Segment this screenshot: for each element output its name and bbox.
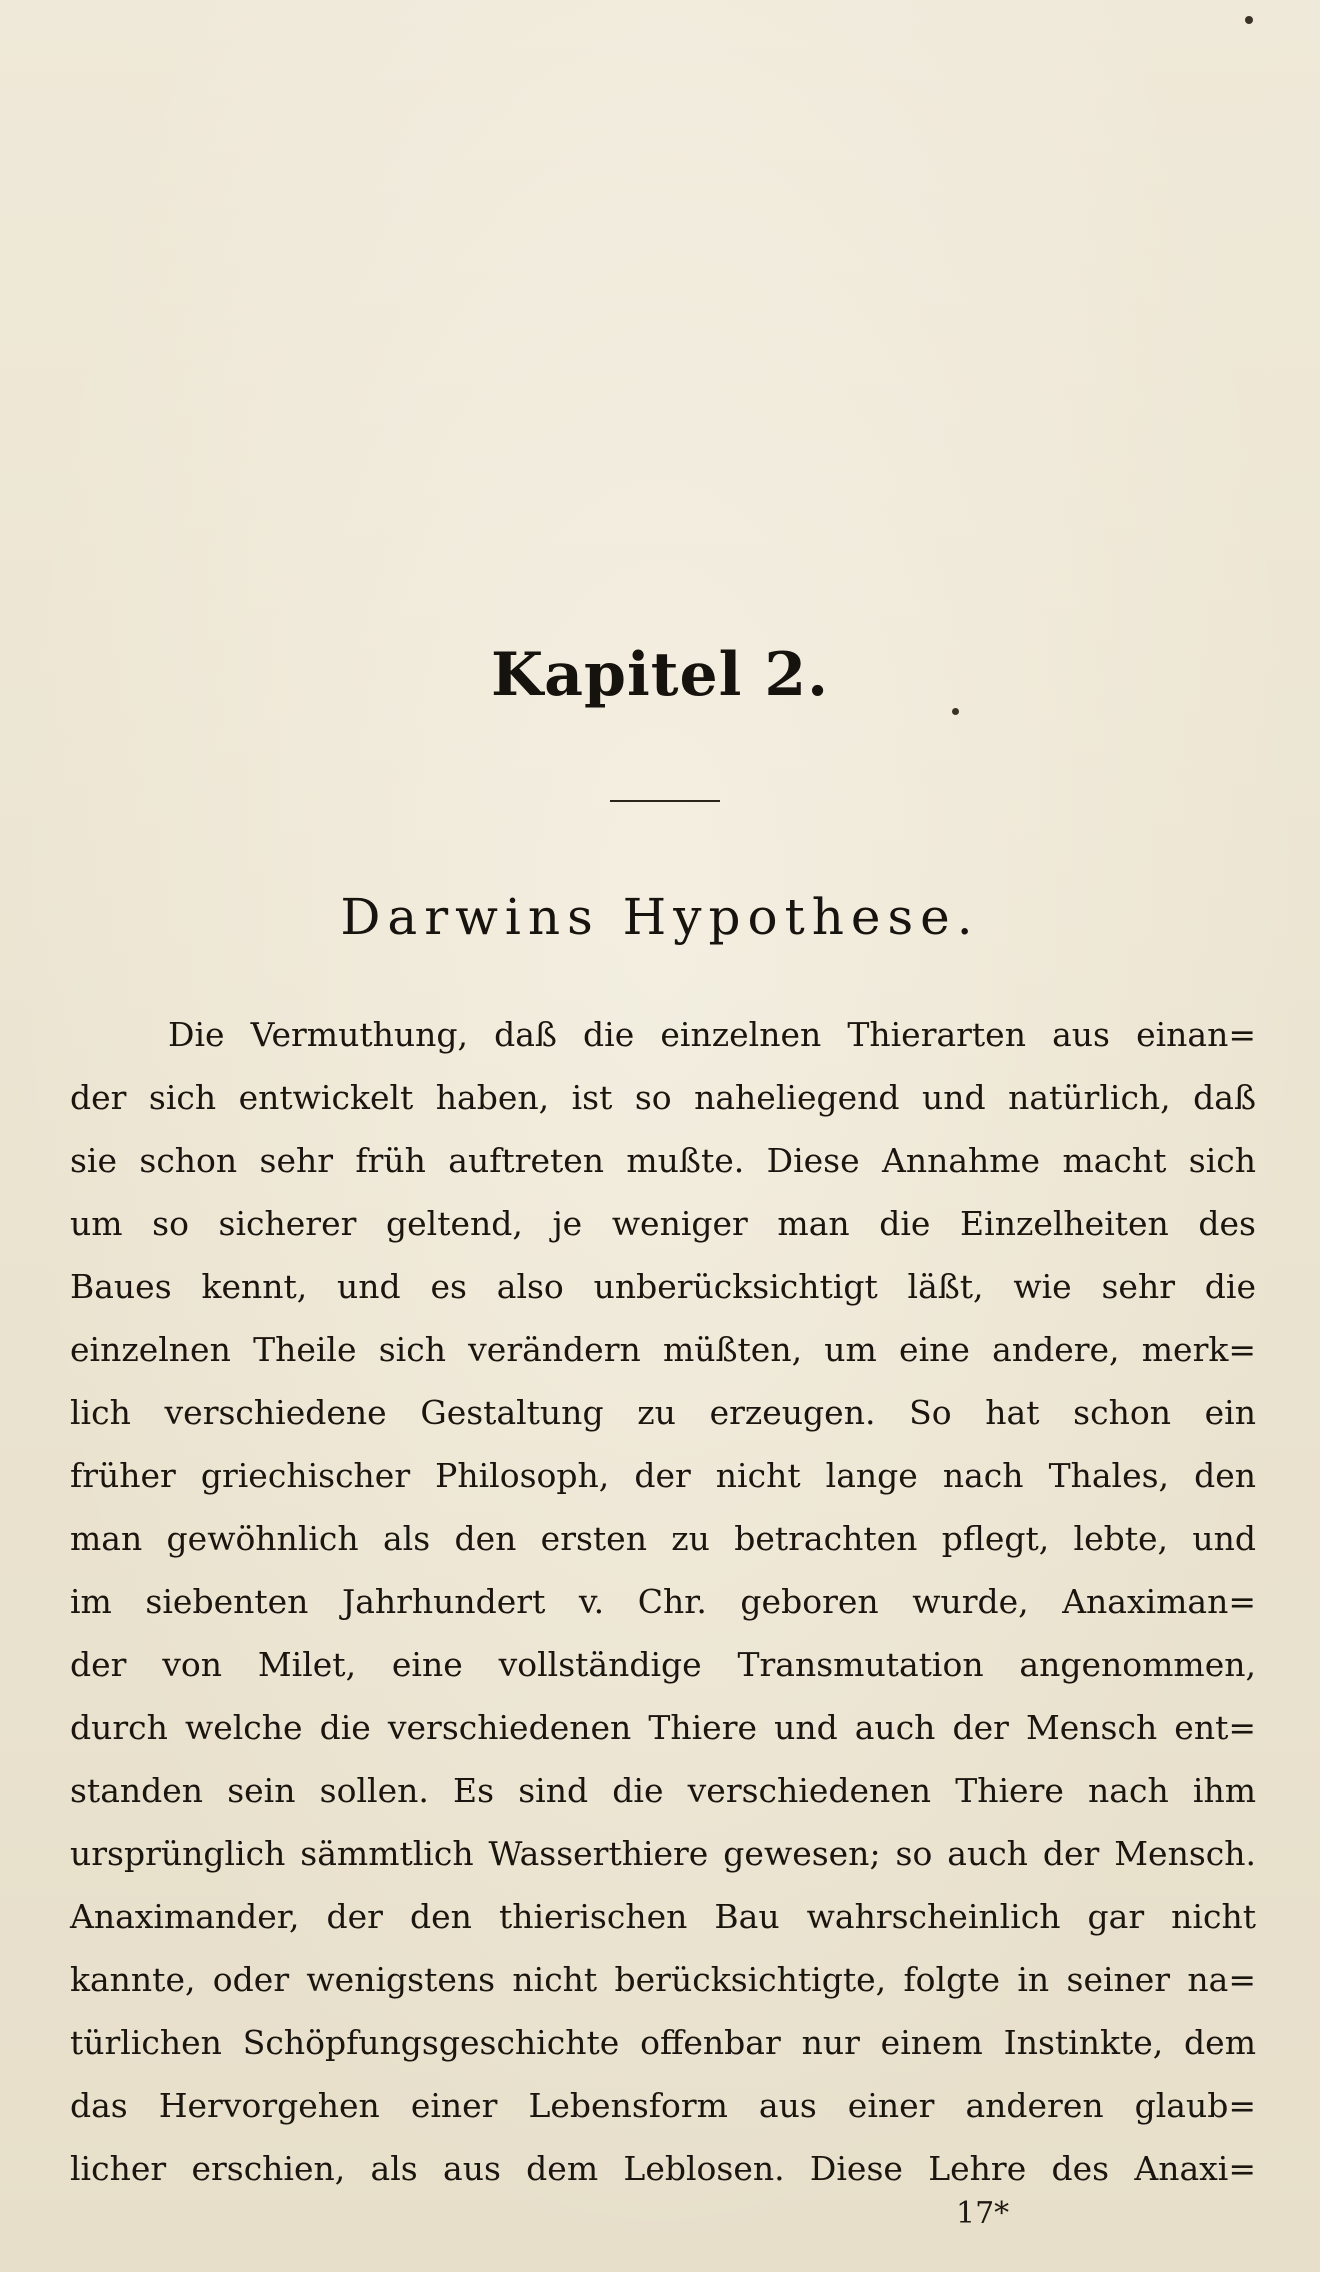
text-line: man gewöhnlich als den ersten zu betrachten pflegt, lebte, und [70,1519,1256,1558]
text-line: einzelnen Theile sich verändern müßten, um eine andere, merk= [70,1330,1256,1369]
paper-speck [1245,16,1253,24]
text-line: türlichen Schöpfungsgeschichte offenbar nur einem Instinkte, dem [70,2023,1256,2062]
chapter-title: Kapitel 2. [491,640,829,710]
section-title: Darwins Hypothese. [340,888,980,946]
text-line: durch welche die verschiedenen Thiere und auch der Mensch ent= [70,1708,1256,1747]
text-line: Anaximander, der den thierischen Bau wahrscheinlich gar nicht [70,1897,1256,1936]
text-line: sie schon sehr früh auftreten mußte. Diese Annahme macht sich [70,1141,1256,1180]
body-paragraph [70,1003,1256,2200]
text-line: lich verschiedene Gestaltung zu erzeugen. So hat schon ein [70,1393,1256,1432]
text-line: um so sicherer geltend, je weniger man die Einzelheiten des [70,1204,1256,1243]
page-number: 17* [956,2196,1010,2231]
text-line: Baues kennt, und es also unberücksichtigt läßt, wie sehr die [70,1267,1256,1306]
text-line: kannte, oder wenigstens nicht berücksichtigte, folgte in seiner na= [70,1960,1256,1999]
text-line: früher griechischer Philosoph, der nicht lange nach Thales, den [70,1456,1256,1495]
text-line: im siebenten Jahrhundert v. Chr. geboren wurde, Anaximan= [70,1582,1256,1621]
text-line: Die Vermuthung, daß die einzelnen Thierarten aus einan= [168,1015,1256,1054]
text-line: ursprünglich sämmtlich Wasserthiere gewesen; so auch der Mensch. [70,1834,1256,1873]
text-line: licher erschien, als aus dem Leblosen. Diese Lehre des Anaxi= [70,2149,1256,2188]
title-divider [610,800,720,802]
text-line: der von Milet, eine vollständige Transmutation angenommen, [70,1645,1256,1684]
text-line: das Hervorgehen einer Lebensform aus einer anderen glaub= [70,2086,1256,2125]
text-line: standen sein sollen. Es sind die verschiedenen Thiere nach ihm [70,1771,1256,1810]
text-line: der sich entwickelt haben, ist so naheliegend und natürlich, daß [70,1078,1256,1117]
